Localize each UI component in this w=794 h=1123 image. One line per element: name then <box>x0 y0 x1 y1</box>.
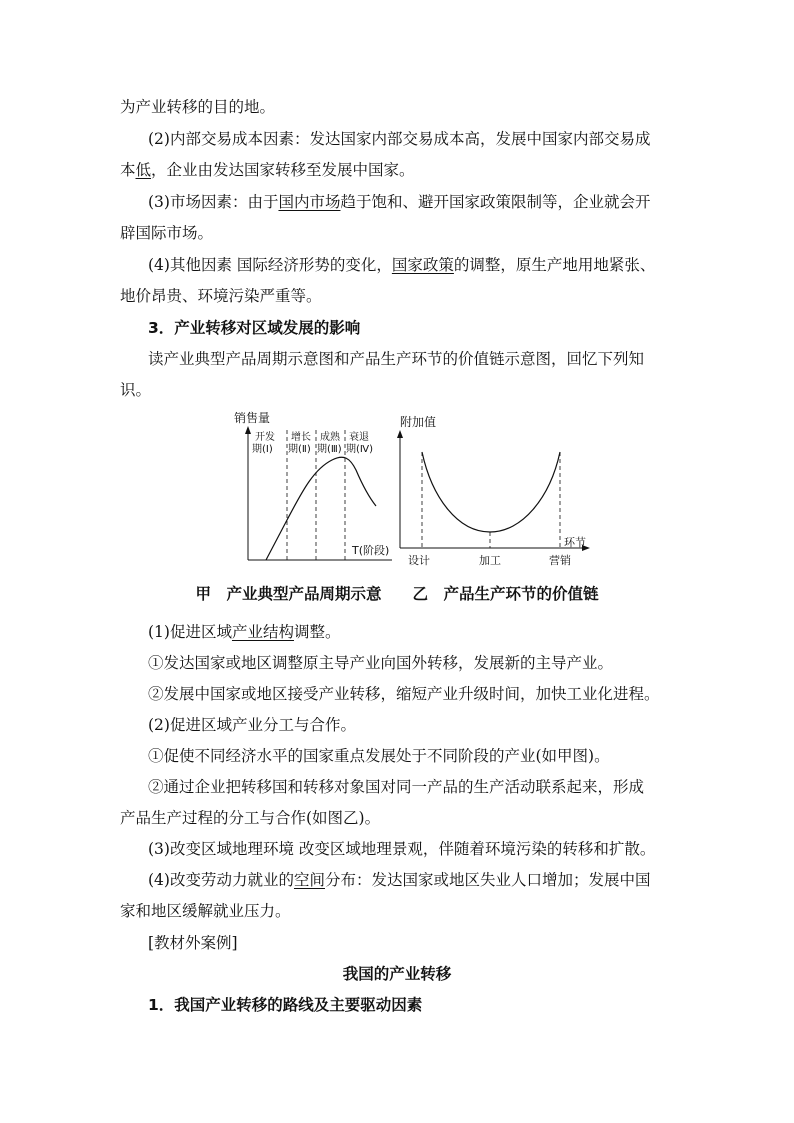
text-line <box>148 715 794 735</box>
text-line <box>120 901 794 921</box>
text-line <box>148 777 794 797</box>
text-line <box>120 808 794 828</box>
section-heading <box>148 318 794 338</box>
text: 调整。 <box>293 623 341 641</box>
text: 分布：发达国家或地区失业人口增加；发展中国 <box>324 871 651 889</box>
section-heading <box>148 995 794 1015</box>
underlined-term: 低 <box>135 161 152 179</box>
text: ②发展中国家或地区接受产业转移，缩短产业升级时间，加快工业化进程。 <box>148 685 660 703</box>
stage-label: 期(Ⅳ) <box>346 444 374 455</box>
underlined-term: 空间 <box>293 871 325 889</box>
text: (4)其他因素 国际经济形势的变化， <box>148 256 392 274</box>
text: (3)改变区域地理环境 改变区域地理景观，伴随着环境污染的转移和扩散。 <box>148 840 656 858</box>
text: ，企业由发达国家转移至发展中国家。 <box>151 161 415 179</box>
text: 为产业转移的目的地。 <box>120 98 276 116</box>
text-line <box>148 622 794 642</box>
text: 读产业典型产品周期示意图和产品生产环节的价值链示意图，回忆下列知 <box>148 350 645 368</box>
text: 本 <box>120 161 136 179</box>
x-tick-label: 设计 <box>408 554 430 567</box>
text-line <box>148 933 794 953</box>
text: 地价昂贵、环境污染严重等。 <box>120 287 322 305</box>
text: 识。 <box>120 381 152 399</box>
underlined-term: 国内市场 <box>278 193 341 211</box>
text: [教材外案例] <box>148 934 238 952</box>
text: 家和地区缓解就业压力。 <box>120 902 291 920</box>
text-line <box>148 684 794 704</box>
underlined-term: 国家政策 <box>391 256 454 274</box>
stage-label: 开发 <box>255 432 275 443</box>
text: ①促使不同经济水平的国家重点发展处于不同阶段的产业(如甲图)。 <box>148 747 610 765</box>
text: (2)促进区域产业分工与合作。 <box>148 716 356 734</box>
figure-caption <box>0 584 794 604</box>
text: 甲 产业典型产品周期示意 乙 产品生产环节的价值链 <box>195 585 599 603</box>
text: ①发达国家或地区调整原主导产业向国外转移，发展新的主导产业。 <box>148 654 614 672</box>
y-axis-arrow <box>245 426 251 434</box>
y-axis-arrow <box>397 430 403 438</box>
text-line <box>148 839 794 859</box>
text-line <box>148 192 794 212</box>
figure-a-ylabel: 销售量 <box>234 411 271 425</box>
stage-label: 期(Ⅰ) <box>252 444 273 455</box>
text: (2)内部交易成本因素：发达国家内部交易成本高，发展中国家内部交易成 <box>148 130 651 148</box>
text: 1．我国产业转移的路线及主要驱动因素 <box>148 996 423 1014</box>
stage-label: 衰退 <box>349 432 369 443</box>
case-title <box>0 964 794 984</box>
figure-a-xlabel: T(阶段) <box>352 544 390 557</box>
text: 的调整，原生产地用地紧张、 <box>453 256 656 274</box>
product-cycle-figure <box>232 408 397 568</box>
text-line <box>120 160 794 180</box>
text: 辟国际市场。 <box>120 224 214 242</box>
stage-label: 增长 <box>291 432 311 443</box>
text-line <box>148 349 794 369</box>
text: (4)改变劳动力就业的 <box>148 871 294 889</box>
text: 趋于饱和、避开国家政策限制等，企业就会开 <box>340 193 651 211</box>
text: (3)市场因素：由于 <box>148 193 279 211</box>
figure-b-xlabel: 环节 <box>564 536 586 549</box>
x-tick-label: 营销 <box>549 554 571 567</box>
value-chain-figure <box>392 408 602 568</box>
stage-label: 期(Ⅱ) <box>288 444 311 455</box>
text-line <box>148 870 794 890</box>
text: 3．产业转移对区域发展的影响 <box>148 319 361 337</box>
figure-b-ylabel: 附加值 <box>400 415 437 429</box>
value-curve <box>422 452 560 532</box>
text-line <box>120 97 794 117</box>
text: ②通过企业把转移国和转移对象国对同一产品的生产活动联系起来，形成 <box>148 778 645 796</box>
x-tick-label: 加工 <box>479 554 501 567</box>
text-line <box>120 286 794 306</box>
text: 产品生产过程的分工与合作(如图乙)。 <box>120 809 381 827</box>
text-line <box>148 255 794 275</box>
text-line <box>148 653 794 673</box>
text-line <box>120 380 794 400</box>
underlined-term: 产业结构 <box>231 623 294 641</box>
stage-label: 期(Ⅲ) <box>317 444 342 455</box>
text: (1)促进区域 <box>148 623 232 641</box>
stage-label: 成熟 <box>320 432 340 443</box>
text-line <box>148 129 794 149</box>
text-line <box>120 223 794 243</box>
text: 我国的产业转移 <box>342 965 452 983</box>
text-line <box>148 746 794 766</box>
